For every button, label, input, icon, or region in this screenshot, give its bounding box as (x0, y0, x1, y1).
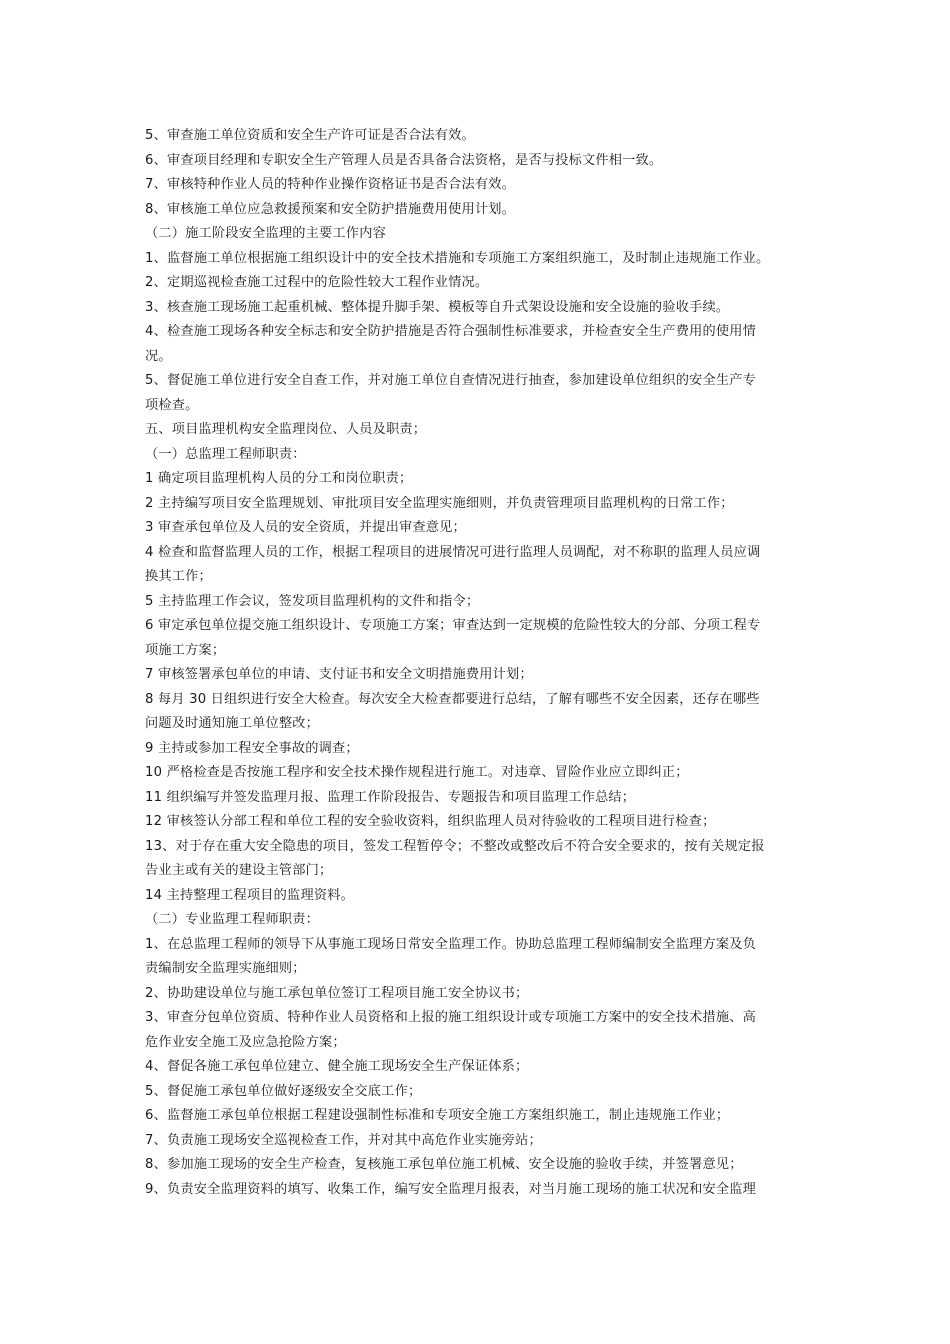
text-line: 6、监督施工承包单位根据工程建设强制性标准和专项安全施工方案组织施工，制止违规施工作业； (145, 1108, 730, 1123)
text-line: 7、审核特种作业人员的特种作业操作资格证书是否合法有效。 (145, 177, 516, 192)
text-line: 项检查。 (145, 397, 199, 413)
text-line: 5 主持监理工作会议，签发项目监理机构的文件和指令； (145, 593, 480, 609)
text-line: 4、督促各施工承包单位建立、健全施工现场安全生产保证体系； (145, 1059, 529, 1074)
text-line: 2 主持编写项目安全监理规划、审批项目安全监理实施细则，并负责管理项目监理机构的日常工作； (145, 495, 734, 511)
text-line: 2、协助建设单位与施工承包单位签订工程项目施工安全协议书； (145, 985, 529, 1001)
text-line: 7 审核签署承包单位的申请、支付证书和安全文明措施费用计划； (145, 667, 533, 682)
text-line: （二）施工阶段安全监理的主要工作内容 (145, 226, 386, 241)
text-line: 3、核查施工现场施工起重机械、整体提升脚手架、模板等自升式架设设施和安全设施的验收手续。 (145, 299, 730, 315)
text-line: 6 审定承包单位提交施工组织设计、专项施工方案；审查达到一定规模的危险性较大的分部、分项工程专 (145, 618, 761, 633)
text-line: 12 审核签认分部工程和单位工程的安全验收资料，组织监理人员对待验收的工程项目进行检查； (145, 814, 716, 829)
text-line: 13、对于存在重大安全隐患的项目，签发工程暂停令；不整改或整改后不符合安全要求的，按有关规定报 (145, 838, 765, 854)
text-line: 3、审查分包单位资质、特种作业人员资格和上报的施工组织设计或专项施工方案中的安全技术措施、高 (145, 1010, 757, 1025)
text-line: 8 每月 30 日组织进行安全大检查。每次安全大检查都要进行总结，了解有哪些不安全因素，还存在哪些 (145, 691, 760, 707)
text-line: （二）专业监理工程师职责： (145, 912, 320, 927)
text-line: 14 主持整理工程项目的监理资料。 (145, 887, 354, 903)
text-line: 问题及时通知施工单位整改； (145, 716, 320, 731)
text-line: 7、负责施工现场安全巡视检查工作，并对其中高危作业实施旁站； (145, 1132, 542, 1148)
text-line: 责编制安全监理实施细则； (145, 961, 306, 976)
text-line: 10 严格检查是否按施工程序和安全技术操作规程进行施工。对违章、冒险作业应立即纠正； (145, 765, 689, 780)
text-line: 换其工作； (145, 569, 212, 584)
text-line: 1、监督施工单位根据施工组织设计中的安全技术措施和专项施工方案组织施工，及时制止违规施工作业。 (145, 250, 770, 266)
text-line: 4、检查施工现场各种安全标志和安全防护措施是否符合强制性标准要求，并检查安全生产费用的使用情 (145, 324, 757, 339)
text-line: 11 组织编写并签发监理月报、监理工作阶段报告、专题报告和项目监理工作总结； (145, 789, 636, 805)
text-line: 况。 (145, 348, 172, 364)
text-line: 3 审查承包单位及人员的安全资质，并提出审查意见； (145, 520, 466, 535)
text-line: 9 主持或参加工程安全事故的调查； (145, 740, 359, 756)
text-line: 8、审核施工单位应急救援预案和安全防护措施费用使用计划。 (145, 201, 516, 217)
text-line: 1 确定项目监理机构人员的分工和岗位职责； (145, 471, 413, 486)
text-line: 告业主或有关的建设主管部门； (145, 863, 333, 878)
text-line: 危作业安全施工及应急抢险方案； (145, 1034, 346, 1050)
text-line: 5、督促施工承包单位做好逐级安全交底工作； (145, 1083, 422, 1099)
text-line: （一）总监理工程师职责： (145, 446, 306, 462)
text-line: 5、审查施工单位资质和安全生产许可证是否合法有效。 (145, 128, 475, 143)
text-line: 6、审查项目经理和专职安全生产管理人员是否具备合法资格，是否与投标文件相一致。 (145, 152, 663, 168)
document-body (145, 124, 815, 1202)
text-line: 9、负责安全监理资料的填写、收集工作，编写安全监理月报表，对当月施工现场的施工状况和安全监理 (145, 1181, 757, 1197)
text-line: 4 检查和监督监理人员的工作，根据工程项目的进展情况可进行监理人员调配，对不称职的监理人员应调 (145, 544, 761, 560)
text-line: 8、参加施工现场的安全生产检查，复核施工承包单位施工机械、安全设施的验收手续，并签署意见； (145, 1157, 743, 1172)
text-line: 项施工方案； (145, 642, 226, 658)
text-line: 1、在总监理工程师的领导下从事施工现场日常安全监理工作。协助总监理工程师编制安全监理方案及负 (145, 936, 757, 952)
text-line: 5、督促施工单位进行安全自查工作，并对施工单位自查情况进行抽查，参加建设单位组织的安全生产专 (145, 373, 757, 388)
text-line: 2、定期巡视检查施工过程中的危险性较大工程作业情况。 (145, 275, 489, 290)
text-line: 五、项目监理机构安全监理岗位、人员及职责； (145, 422, 427, 437)
